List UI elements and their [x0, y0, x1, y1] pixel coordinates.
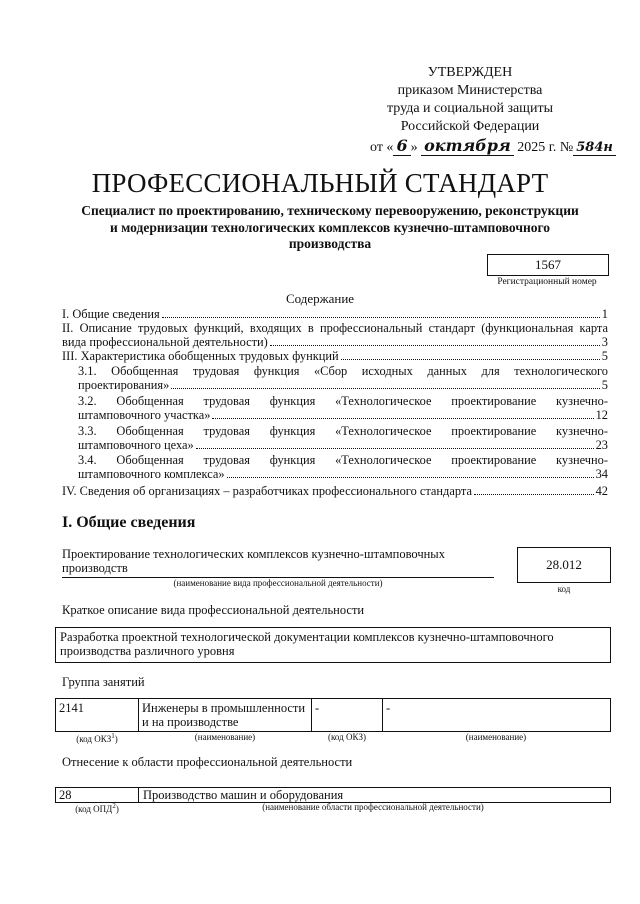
- name-caption-1: (наименование): [194, 732, 256, 742]
- toc-item-3-3[interactable]: 3.3. Обобщенная трудовая функция «Технологическое проектирование кузнечно- штамповочного цеха» 23: [78, 424, 608, 452]
- toc-item-4[interactable]: IV. Сведения об организациях – разработчиках профессионального стандарта 42: [62, 484, 608, 498]
- brief-description-box: [55, 627, 611, 663]
- activity-caption: (наименование вида профессиональной деятельности): [173, 578, 383, 588]
- code-caption: код: [557, 584, 571, 594]
- opd-name-caption: (наименование области профессиональной деятельности): [262, 802, 484, 812]
- opd-code: 28: [59, 788, 72, 802]
- activity-area-label: Отнесение к области профессиональной деятельности: [62, 755, 353, 769]
- activity-name: Проектирование технологических комплексов кузнечно-штамповочных производств: [62, 547, 445, 575]
- registration-number-label: Регистрационный номер: [497, 277, 597, 287]
- toc-item-3-1[interactable]: 3.1. Обобщенная трудовая функция «Сбор исходных данных для технологического проектирования» 5: [78, 364, 608, 392]
- toc-item-3-2[interactable]: 3.2. Обобщенная трудовая функция «Технологическое проектирование кузнечно- штамповочного участка» 12: [78, 394, 608, 422]
- approval-block: [360, 64, 580, 136]
- occupation-name-1: Инженеры в промышленности и на производстве: [142, 701, 306, 729]
- occupation-name-2: -: [386, 701, 391, 715]
- toc-item-3[interactable]: III. Характеристика обобщенных трудовых функций 5: [62, 349, 608, 363]
- okz-caption-2: (код ОКЗ): [328, 732, 366, 742]
- approval-line-1: УТВЕРЖДЕН: [427, 65, 513, 80]
- okz-code-2: -: [315, 701, 320, 715]
- okz-caption-1: (код ОКЗ$^1$): [76, 732, 118, 744]
- document-subtitle: Специалист по проектированию, техническому перевооружению, реконструкции и модернизации технологических комплексов кузнечно-штамповочного производства: [81, 203, 579, 251]
- occupation-group-label: Группа занятий: [62, 675, 145, 689]
- registration-number-box: 1567: [487, 254, 609, 276]
- approval-date-line: [370, 136, 616, 156]
- date-year: 2025 г. №: [517, 140, 574, 155]
- handwritten-month: октября: [421, 136, 514, 156]
- date-mid: »: [410, 140, 418, 155]
- approval-line-2: приказом Министерства: [397, 83, 543, 98]
- opd-name: Производство машин и оборудования: [143, 788, 344, 802]
- toc-item-3-4[interactable]: 3.4. Обобщенная трудовая функция «Технологическое проектирование кузнечно- штамповочного комплекса» 34: [78, 453, 608, 481]
- section-1-heading: I. Общие сведения: [62, 514, 196, 531]
- occupation-table: [55, 698, 611, 732]
- approval-line-3: труда и социальной защиты: [387, 101, 553, 116]
- opd-code-caption: (код ОПД$^2$): [75, 802, 119, 814]
- date-prefix: от «: [370, 140, 394, 155]
- name-caption-2: (наименование): [465, 732, 527, 742]
- toc-heading: Содержание: [285, 291, 355, 306]
- handwritten-day: 6: [393, 136, 410, 156]
- brief-description-text: Разработка проектной технологической документации комплексов кузнечно-штамповочного производства различного уровня: [60, 630, 554, 658]
- toc-item-2[interactable]: II. Описание трудовых функций, входящих в профессиональный стандарт (функциональная карта вида профессиональной деятельности) 3: [62, 321, 608, 349]
- okz-code-1: 2141: [59, 701, 84, 715]
- handwritten-number: 584н: [573, 140, 616, 156]
- activity-code-box: 28.012: [517, 547, 611, 583]
- brief-description-label: Краткое описание вида профессиональной деятельности: [62, 603, 365, 617]
- approval-line-4: Российской Федерации: [400, 119, 540, 134]
- toc-item-1[interactable]: I. Общие сведения 1: [62, 307, 608, 321]
- activity-area-table: [55, 787, 611, 803]
- document-title: ПРОФЕССИОНАЛЬНЫЙ СТАНДАРТ: [91, 168, 549, 198]
